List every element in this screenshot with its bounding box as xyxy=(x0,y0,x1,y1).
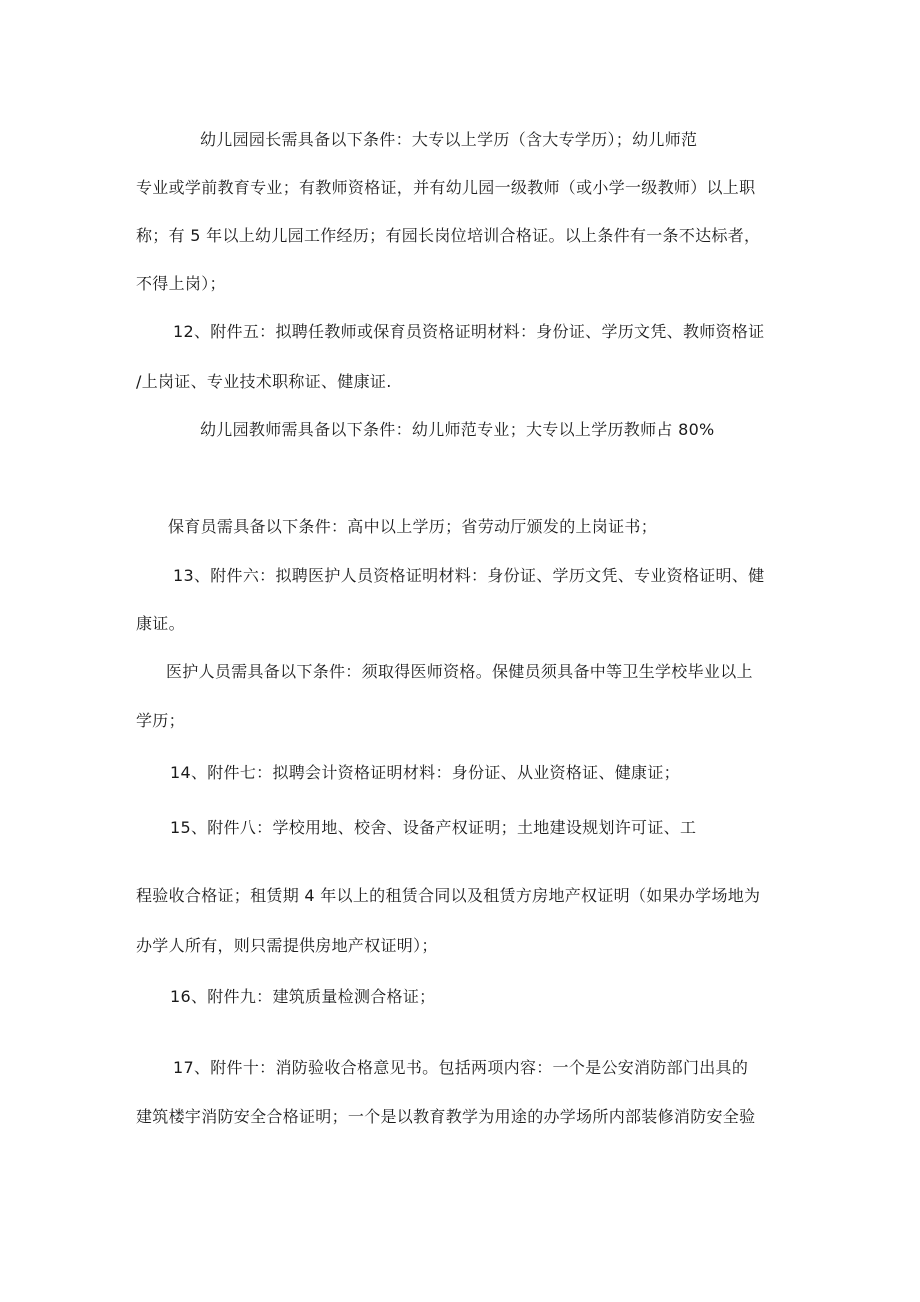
text-line: 专业或学前教育专业；有教师资格证，并有幼儿园一级教师（或小学一级教师）以上职 xyxy=(136,178,756,197)
text-line: 幼儿园园长需具备以下条件：大专以上学历（含大专学历）；幼儿师范 xyxy=(200,130,698,149)
text-line: 13、附件六：拟聘医护人员资格证明材料：身份证、学历文凭、专业资格证明、健 xyxy=(173,566,765,585)
text-line: 称；有 5 年以上幼儿园工作经历；有园长岗位培训合格证。以上条件有一条不达标者， xyxy=(136,226,761,245)
text-line: 学历； xyxy=(136,711,185,730)
text-line: 医护人员需具备以下条件：须取得医师资格。保健员须具备中等卫生学校毕业以上 xyxy=(166,662,753,681)
text-line: 17、附件十：消防验收合格意见书。包括两项内容：一个是公安消防部门出具的 xyxy=(173,1058,749,1077)
text-line: 14、附件七：拟聘会计资格证明材料：身份证、从业资格证、健康证； xyxy=(170,763,680,782)
text-line: 康证。 xyxy=(136,614,185,633)
text-line: 建筑楼宇消防安全合格证明；一个是以教育教学为用途的办学场所内部装修消防安全验 xyxy=(136,1107,756,1126)
text-line: /上岗证、专业技术职称证、健康证. xyxy=(136,372,392,391)
text-line: 幼儿园教师需具备以下条件：幼儿师范专业；大专以上学历教师占 80% xyxy=(200,420,715,439)
text-line: 保育员需具备以下条件：高中以上学历；省劳动厅颁发的上岗证书； xyxy=(168,517,658,536)
text-line: 办学人所有，则只需提供房地产权证明）； xyxy=(136,936,438,955)
text-line: 16、附件九：建筑质量检测合格证； xyxy=(170,987,436,1006)
text-line: 不得上岗）； xyxy=(136,274,226,293)
text-line: 程验收合格证；租赁期 4 年以上的租赁合同以及租赁方房地产权证明（如果办学场地为 xyxy=(136,886,761,905)
text-line: 12、附件五：拟聘任教师或保育员资格证明材料：身份证、学历文凭、教师资格证 xyxy=(173,322,765,341)
text-line: 15、附件八：学校用地、校舍、设备产权证明；土地建设规划许可证、工 xyxy=(170,818,697,837)
